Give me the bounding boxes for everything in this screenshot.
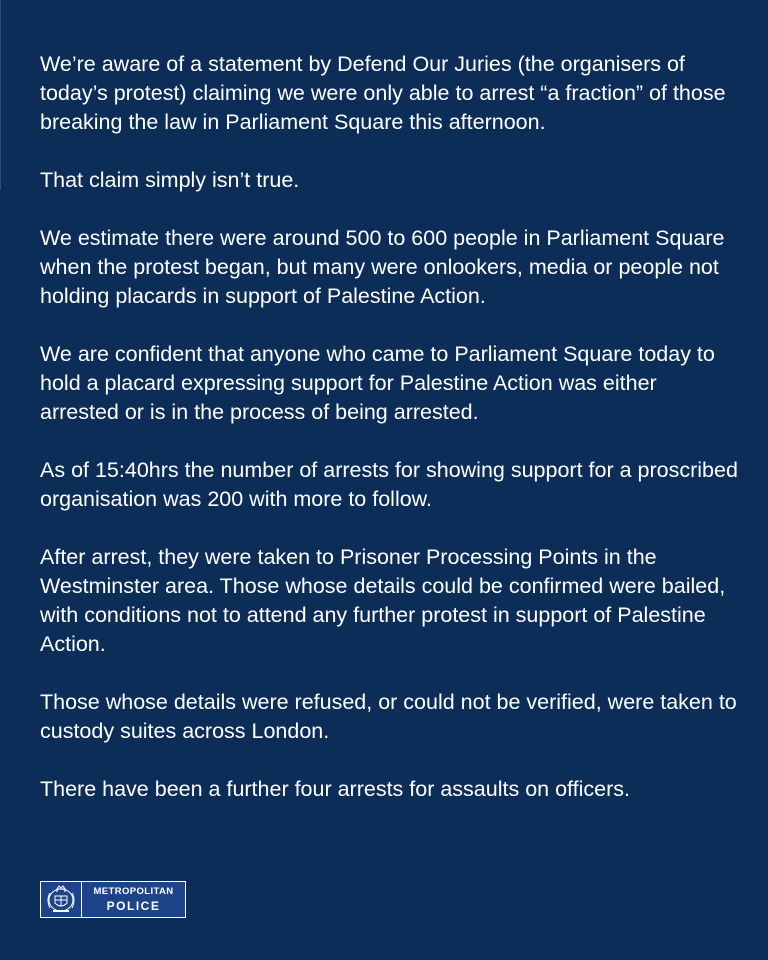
statement-paragraph: We estimate there were around 500 to 600 people in Parliament Square when the protest began, but many were onlookers, media or people not holding placards in support of Palestine Action. [40,226,725,308]
logo-line-police: POLICE [106,898,161,913]
statement-paragraph: We’re aware of a statement by Defend Our Juries (the organisers of today’s protest) claiming we were only able to arrest “a fraction” of those breaking the law in Parliament Square this afternoon. [40,52,726,134]
statement-paragraph: As of 15:40hrs the number of arrests for showing support for a proscribed organisation was 200 with more to follow. [40,458,738,511]
statement-paragraph: After arrest, they were taken to Prisoner Processing Points in the Westminster area. Those whose details could be confirmed were bailed, with conditions not to attend any further protest in support of Palestine Action. [40,545,726,656]
police-crest-icon [41,882,81,917]
logo-text [82,887,185,912]
statement-paragraph: Those whose details were refused, or could not be verified, were taken to custody suites across London. [40,690,737,743]
statement-paragraph: We are confident that anyone who came to Parliament Square today to hold a placard expressing support for Palestine Action was either arrested or is in the process of being arrested. [40,342,715,424]
statement-paragraph: There have been a further four arrests for assaults on officers. [40,777,630,801]
logo-line-metropolitan: METROPOLITAN [93,886,174,898]
edge-divider [0,0,1,190]
metropolitan-police-logo [40,881,186,918]
police-statement [40,50,740,804]
statement-paragraph: That claim simply isn’t true. [40,168,300,192]
